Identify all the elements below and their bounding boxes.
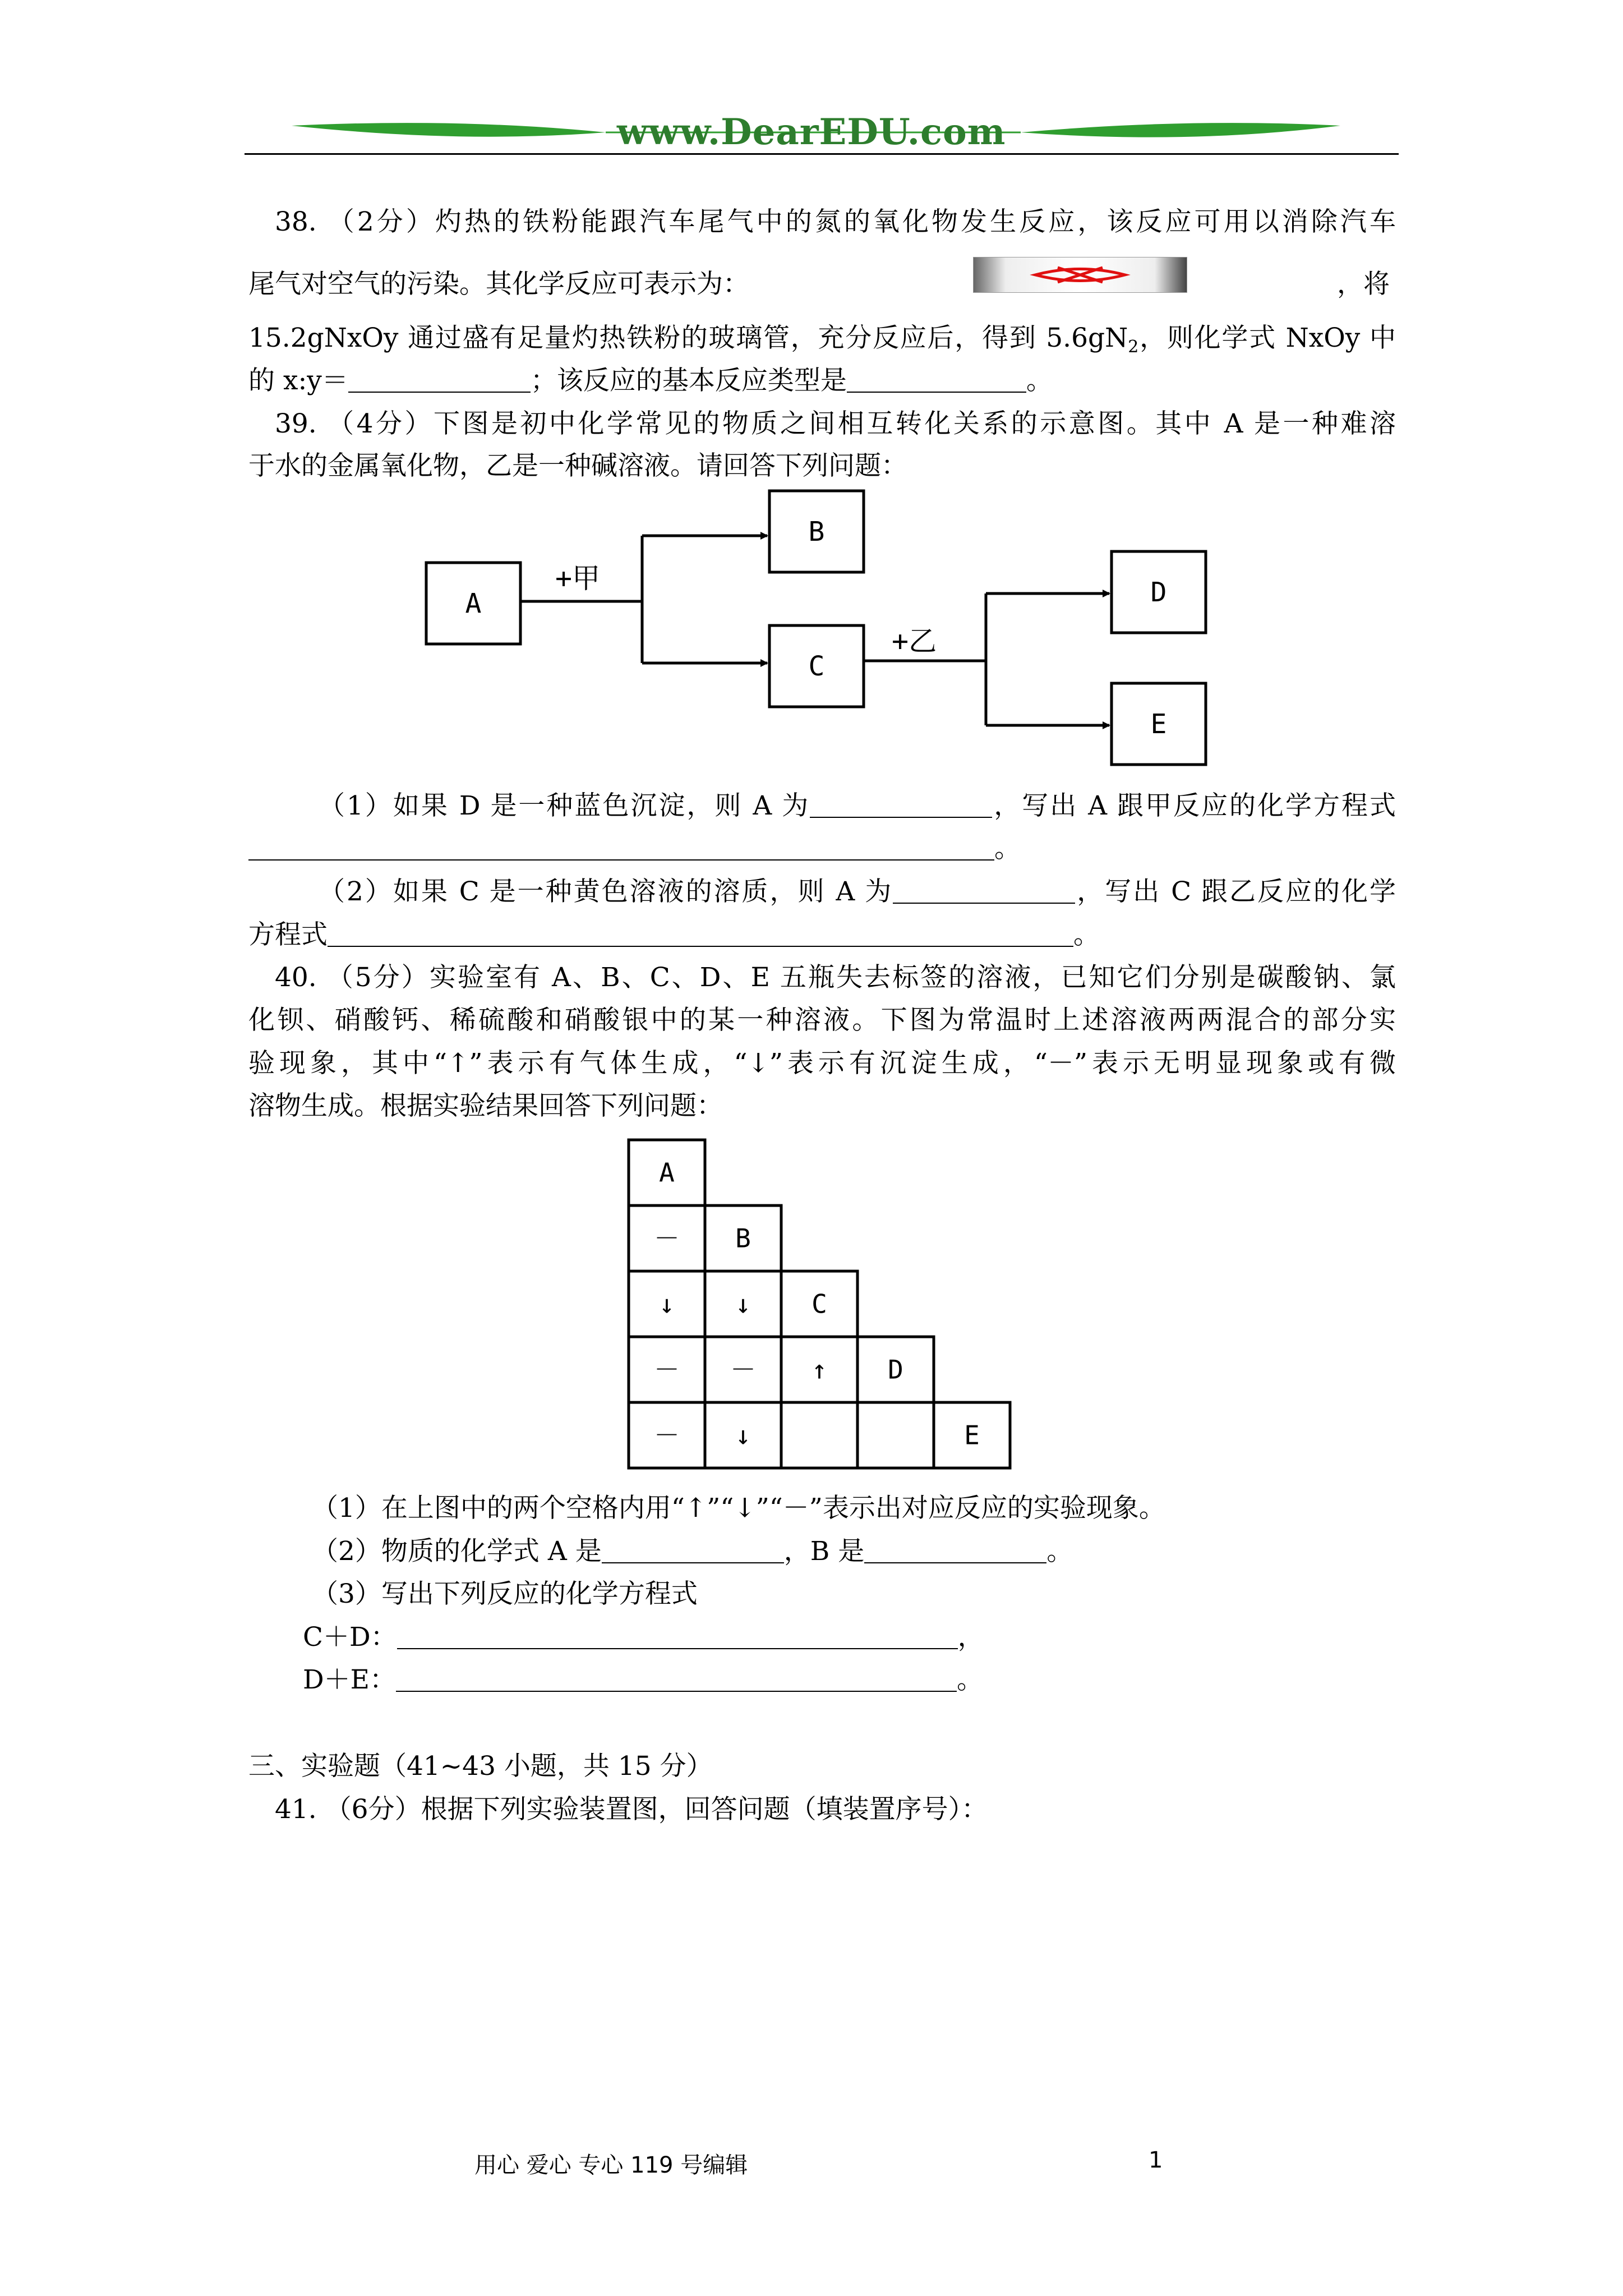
q40-p2-text-b: ，B 是 [783,1536,865,1567]
q40-de-label: D＋E： [303,1664,396,1695]
table-cell-text-r4-c1: ↓ [735,1420,751,1451]
q39-p2-equation-blank[interactable] [328,921,1073,947]
q39-p2-blank-a[interactable] [893,878,1075,904]
q40-line2: 化钡、硝酸钙、稀硫酸和硝酸银中的某一种溶液。下图为常温时上述溶液两两混合的部分实 [248,1005,1396,1036]
q39-part1-equation [248,827,1396,871]
q40-line3: 验现象，其中“↑”表示有气体生成，“↓”表示有沉淀生成，“－”表示无明显现象或有微 [248,1048,1396,1079]
q41-line: 41. （6分）根据下列实验装置图，回答问题（填装置序号）： [275,1794,988,1825]
header-rule [245,153,1399,155]
q38-line2-end: ，将 [1337,269,1390,300]
table-cell-text-r3-c0: － [654,1354,680,1385]
q38-type-label: ；该反应的基本反应类型是 [530,365,847,396]
q39-p2-period: 。 [1073,919,1100,950]
table-cell-text-r2-c2: C [811,1289,827,1319]
page-number: 1 [1149,2147,1163,2173]
box-c-label: C [808,651,825,682]
reagent-jia-label: +甲 [555,562,601,595]
table-cell-text-r1-c0: － [654,1223,680,1254]
table-cell-text-r3-c2: ↑ [811,1354,827,1385]
q38-line2-text: 尾气对空气的污染。其化学反应可表示为： [248,269,749,300]
q40-b-blank[interactable] [864,1538,1046,1563]
section-3-title: 三、实验题（41~43 小题，共 15 分） [248,1751,713,1782]
q38-ratio-blank[interactable] [348,367,531,393]
q40-p2-period: 。 [1046,1536,1073,1567]
q40-de-line [303,1658,1396,1702]
q40-a-blank[interactable] [602,1538,784,1563]
reaction-table [626,1137,1018,1474]
cross-mark-icon [974,257,1187,292]
q38-type-blank[interactable] [847,367,1026,393]
table-cell-text-r0-c0: A [659,1157,675,1188]
box-a-label: A [465,588,482,619]
q40-de-end: 。 [957,1664,983,1695]
q39-p2-text-b: ，写出 C 跟乙反应的化学 [1075,876,1396,907]
table-cell-text-r1-c1: B [735,1223,751,1254]
q38-line3-text-end: ，则化学式 NxOy 中 [1138,323,1396,353]
subscript-2: 2 [1128,337,1139,357]
q38-line2 [248,263,1396,306]
q38-line4 [248,359,1396,403]
q40-cd-line [303,1616,1396,1659]
q38-line3-text: 15.2gNxOy 通过盛有足量灼热铁粉的玻璃管，充分反应后，得到 5.6gN [248,323,1128,353]
q39-p1-blank-a[interactable] [810,792,992,818]
q40-part1: （1）在上图中的两个空格内用“↑”“↓”“－”表示出对应反应的实验现象。 [312,1493,1165,1524]
table-cell-text-r3-c1: － [730,1354,756,1385]
q38-period: 。 [1026,365,1053,396]
header-logo-text: www.DearEDU.com [617,111,1006,153]
q40-de-blank[interactable] [396,1666,957,1692]
q39-part2 [319,870,1396,914]
q39-part1 [319,784,1396,828]
q38-line1: 38. （2分）灼热的铁粉能跟汽车尾气中的氮的氧化物发生反应，该反应可用以消除汽车 [275,206,1396,237]
conversion-diagram [415,482,1217,774]
q39-line2: 于水的金属氧化物，乙是一种碱溶液。请回答下列问题： [248,450,907,481]
reagent-yi-label: +乙 [892,625,937,657]
q39-p1-text-b: ，写出 A 跟甲反应的化学方程式 [992,790,1396,821]
q39-line1: 39. （4分）下图是初中化学常见的物质之间相互转化关系的示意图。其中 A 是一种难溶 [275,408,1396,439]
q39-part2-equation [248,913,1396,957]
box-b-label: B [808,516,825,547]
q40-line4: 溶物生成。根据实验结果回答下列问题： [248,1091,723,1121]
q39-p1-period: 。 [994,833,1021,864]
table-cell-r4-c3[interactable] [857,1402,934,1468]
table-cell-text-r3-c3: D [888,1354,903,1385]
q40-p2-text: （2）物质的化学式 A 是 [312,1536,602,1567]
q38-ratio-label: 的 x:y＝ [248,365,348,396]
box-d-label: D [1150,577,1167,608]
q40-cd-end: ， [957,1622,984,1653]
table-cell-text-r2-c1: ↓ [735,1289,751,1319]
q40-cd-label: C＋D： [303,1622,397,1653]
table-cell-text-r2-c0: ↓ [659,1289,675,1319]
q40-part2 [312,1530,1396,1573]
q40-line1: 40. （5分）实验室有 A、B、C、D、E 五瓶失去标签的溶液，已知它们分别是碳酸钠、氯 [275,962,1396,993]
equation-image-placeholder [973,257,1187,293]
q40-part3: （3）写出下列反应的化学方程式 [312,1579,698,1609]
q39-p2-text-c: 方程式 [248,919,328,950]
box-e-label: E [1150,708,1167,740]
q39-p1-equation-blank[interactable] [248,835,994,861]
table-cell-text-r4-c4: E [964,1420,980,1451]
q39-p2-text: （2）如果 C 是一种黄色溶液的溶质，则 A 为 [319,876,893,907]
table-cell-text-r4-c0: － [654,1420,680,1451]
q40-cd-blank[interactable] [397,1623,958,1649]
q39-p1-text: （1）如果 D 是一种蓝色沉淀，则 A 为 [319,790,810,821]
table-cell-r4-c2[interactable] [781,1402,857,1468]
footer-motto: 用心 爱心 专心 119 号编辑 [474,2152,748,2178]
